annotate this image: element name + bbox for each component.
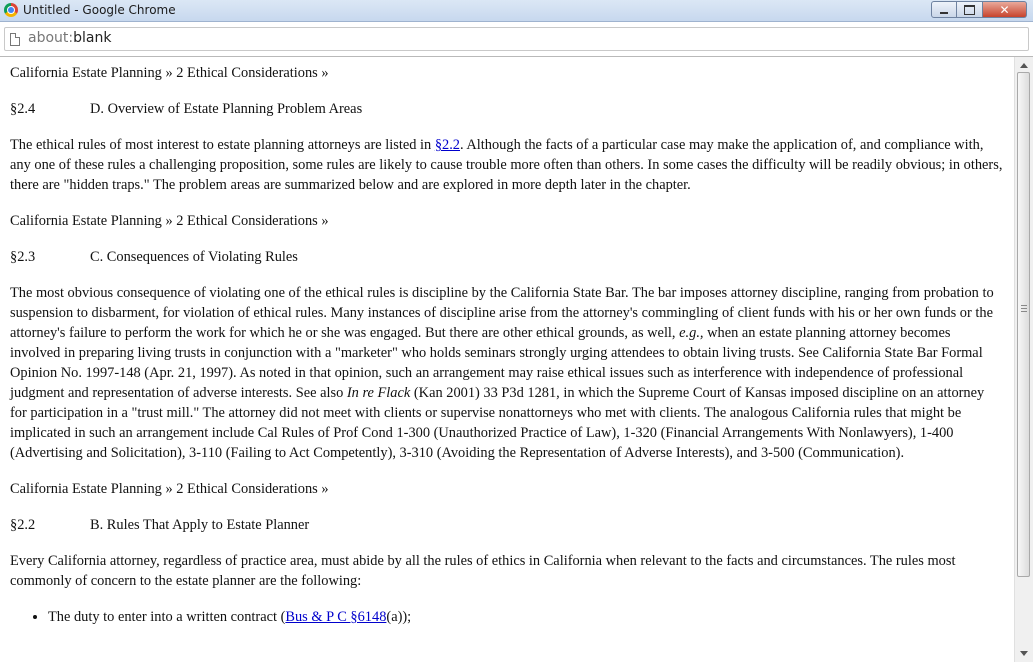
section-title: B. Rules That Apply to Estate Planner xyxy=(90,517,310,533)
link-section-2-2[interactable]: §2.2 xyxy=(434,137,460,153)
close-icon: ✕ xyxy=(999,2,1010,17)
paragraph-text: The ethical rules of most interest to estate planning attorneys are listed in xyxy=(10,137,435,153)
case-name: In re Flack xyxy=(346,385,411,401)
minimize-icon xyxy=(940,12,948,14)
arrow-down-icon xyxy=(1020,651,1028,656)
page-content xyxy=(0,57,1014,662)
section-heading xyxy=(10,99,1004,119)
paragraph xyxy=(10,283,1004,463)
section-number: §2.2 xyxy=(10,517,36,533)
list-item-text: The duty to enter into a written contract ( xyxy=(48,609,286,625)
rules-list xyxy=(10,607,1004,627)
link-bus-p-c-6148[interactable]: Bus & P C §6148 xyxy=(285,609,387,625)
close-button[interactable] xyxy=(983,1,1027,18)
maximize-icon xyxy=(964,5,975,15)
section-number: §2.3 xyxy=(10,249,36,265)
paragraph-text: The most obvious consequence of violating one of the ethical rules is discipline by the California State Bar. The bar imposes attorney discipline, ranging from probation to suspension to disbarment, for violation of ethical rules. Many instances of discipline arise from the attorney's commingling of client funds with his or her own funds or the attorney's failure to perform the work for which he or she was engaged. But there are other ethical grounds, as well, xyxy=(10,285,994,341)
address-bar xyxy=(0,22,1033,57)
breadcrumb: California Estate Planning » 2 Ethical Considerations » xyxy=(10,481,329,497)
url-text xyxy=(28,30,111,46)
arrow-up-icon xyxy=(1020,63,1028,68)
paragraph-text: (Kan 2001) 33 P3d 1281, in which the Supreme Court of Kansas imposed discipline on an attorney for participation in a "trust mill." The attorney did not meet with clients or supervise nonattorneys who met with clients. The analogous California rules that might be implicated in such an arrangement include Cal Rules of Prof Cond 1-300 (Unauthorized Practice of Law), 1-320 (Financial Arrangements With Nonlawyers), 1-400 (Advertising and Solicitation), 3-110 (Failing to Act Competently), 3-310 (Avoiding the Representation of Adverse Interests), and 3-500 (Communication). xyxy=(10,385,985,461)
list-item xyxy=(48,607,1004,627)
chrome-logo-icon xyxy=(4,3,18,17)
section-title: D. Overview of Estate Planning Problem Areas xyxy=(90,101,363,117)
breadcrumb: California Estate Planning » 2 Ethical Considerations » xyxy=(10,213,329,229)
url-host: blank xyxy=(73,30,112,46)
window-titlebar xyxy=(0,0,1033,22)
section-number: §2.4 xyxy=(10,101,36,117)
grip-icon xyxy=(1021,305,1027,312)
window-title: Untitled - Google Chrome xyxy=(23,3,176,17)
scroll-down-button[interactable] xyxy=(1015,645,1033,662)
minimize-button[interactable] xyxy=(931,1,957,18)
window-controls xyxy=(931,1,1027,19)
scrollbar-thumb[interactable] xyxy=(1017,72,1030,577)
section-heading xyxy=(10,515,1004,535)
breadcrumb: California Estate Planning » 2 Ethical Considerations » xyxy=(10,65,329,81)
section-heading xyxy=(10,247,1004,267)
paragraph-text: . Although the facts of a particular case may make the application of, and compliance with, any one of these rules a challenging proposition, some rules are likely to cause trouble more often than others. In some cases the difficulty will be readily obvious; in others, there are "hidden traps." The problem areas are summarized below and are explored in more depth later in the chapter. xyxy=(10,137,1003,193)
paragraph: Every California attorney, regardless of practice area, must abide by all the rules of ethics in California when relevant to the facts and circumstances. The rules most commonly of concern to the estate planner are the following: xyxy=(10,553,956,589)
url-input[interactable] xyxy=(4,27,1029,51)
paragraph-emphasis: e.g., xyxy=(679,325,704,341)
paragraph-text: when an estate planning attorney becomes involved in preparing living trusts in conjunction with a "marketer" who holds seminars strongly urging attendees to obtain living trusts. See California State Bar Formal Opinion No. 1997-148 (Apr. 21, 1997). As noted in that opinion, such an arrangement may raise ethical issues such as interference with independence of professional judgment and representation of adverse interests. See also xyxy=(10,325,983,401)
vertical-scrollbar[interactable] xyxy=(1014,57,1033,662)
paragraph xyxy=(10,135,1004,195)
url-scheme: about: xyxy=(28,30,74,46)
maximize-button[interactable] xyxy=(957,1,983,18)
page-icon xyxy=(10,33,20,46)
list-item-text: (a)); xyxy=(386,609,412,625)
section-title: C. Consequences of Violating Rules xyxy=(90,249,298,265)
